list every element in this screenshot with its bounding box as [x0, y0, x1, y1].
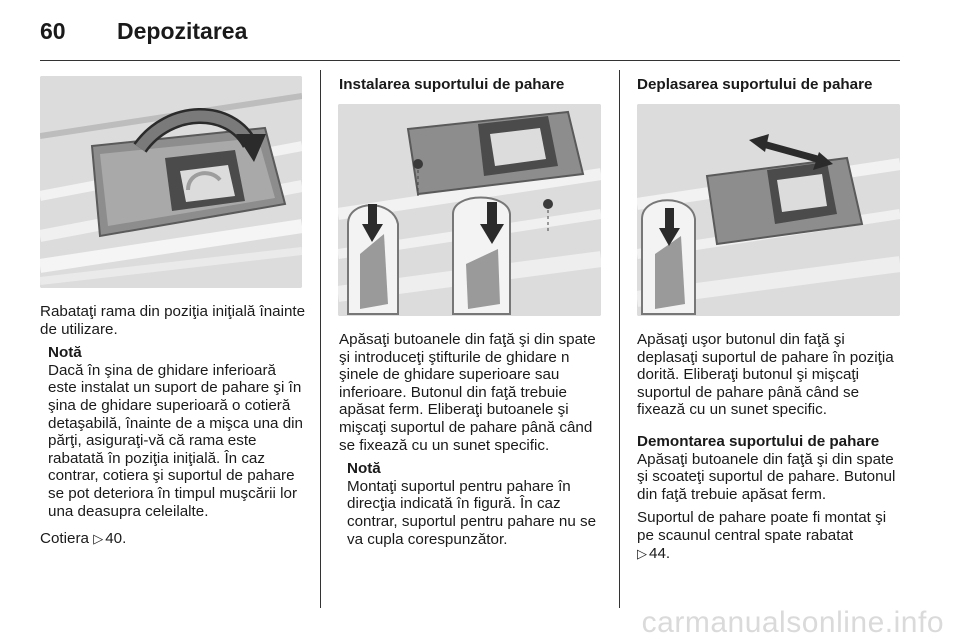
armrest-reference[interactable] [40, 530, 308, 548]
column-divider-2 [619, 70, 620, 608]
page-reference-arrow-icon: ▷ [637, 545, 647, 561]
page-number: 60 [40, 18, 66, 44]
illustration-fold-frame [40, 76, 302, 288]
remove-heading: Demontarea suportului de pahare [637, 432, 880, 450]
move-heading: Deplasarea suportului de pahare [637, 76, 873, 93]
install-note-heading: Notă [347, 460, 381, 478]
illustration-install-cupholder [338, 104, 601, 316]
column-divider-1 [320, 70, 321, 608]
note-heading: Notă [48, 344, 82, 362]
note-text: Dacă în şina de ghidare inferioară este instalat un suport de pahare şi în şina de ghidare superioară o cotieră detaşabilă, înainte de a mişca una din părţi, asiguraţi-vă că rama este rabatată în poziţia iniţială. În caz contrar, cotiera şi suportul de pahare se pot deteriora în timpul muşcării lor una deasupra celeilalte. [48, 361, 303, 520]
illustration-move-cupholder [637, 104, 900, 316]
column-3 [637, 331, 905, 562]
intro-text: Rabataţi rama din poziţia iniţială înainte de utilizare. [40, 303, 306, 338]
header-rule [40, 60, 900, 61]
column-2 [339, 331, 607, 548]
install-note-text: Montaţi suportul pentru pahare în direcţia indicată în figură. În caz contrar, suportul pentru pahare nu se va cupla corespunzător. [347, 477, 597, 548]
page-title: Depozitarea [117, 18, 248, 44]
install-heading: Instalarea suportului de pahare [339, 76, 565, 93]
column-1 [40, 303, 308, 548]
move-text: Apăsaţi uşor butonul din faţă şi deplasaţi suportul de pahare în poziţia dorită. Eliberaţi butonul şi mişcaţi suportul de pahare până când se fixează cu un sunet specific. [637, 331, 894, 419]
rear-seat-reference[interactable] [637, 545, 905, 563]
reference-page: 40. [105, 530, 127, 548]
page-reference-arrow-icon: ▷ [93, 531, 104, 547]
remove-text: Apăsaţi butoanele din faţă şi din spate şi scoateţi suportul de pahare. Butonul din faţă trebuie apăsat ferm. [637, 450, 896, 503]
reference-label: Cotiera [40, 530, 89, 548]
install-note-block [347, 460, 607, 548]
column-3-heading-wrap [637, 76, 905, 94]
reference-page: 44. [649, 544, 671, 562]
install-text: Apăsaţi butoanele din faţă şi din spate şi introduceţi ştifturile de ghidare n şinele de ghidare superioare sau inferioare. Butonul din faţă trebuie apăsat ferm. Eliberaţi butoanele şi mişcaţi suportul de pahare până când se fixează cu un sunet specific. [339, 331, 596, 454]
watermark: carmanualsonline.info [641, 606, 944, 639]
column-2-heading-wrap [339, 76, 607, 94]
note-block [48, 344, 308, 520]
extra-text: Suportul de pahare poate fi montat şi pe scaunul central spate rabatat [637, 509, 887, 544]
